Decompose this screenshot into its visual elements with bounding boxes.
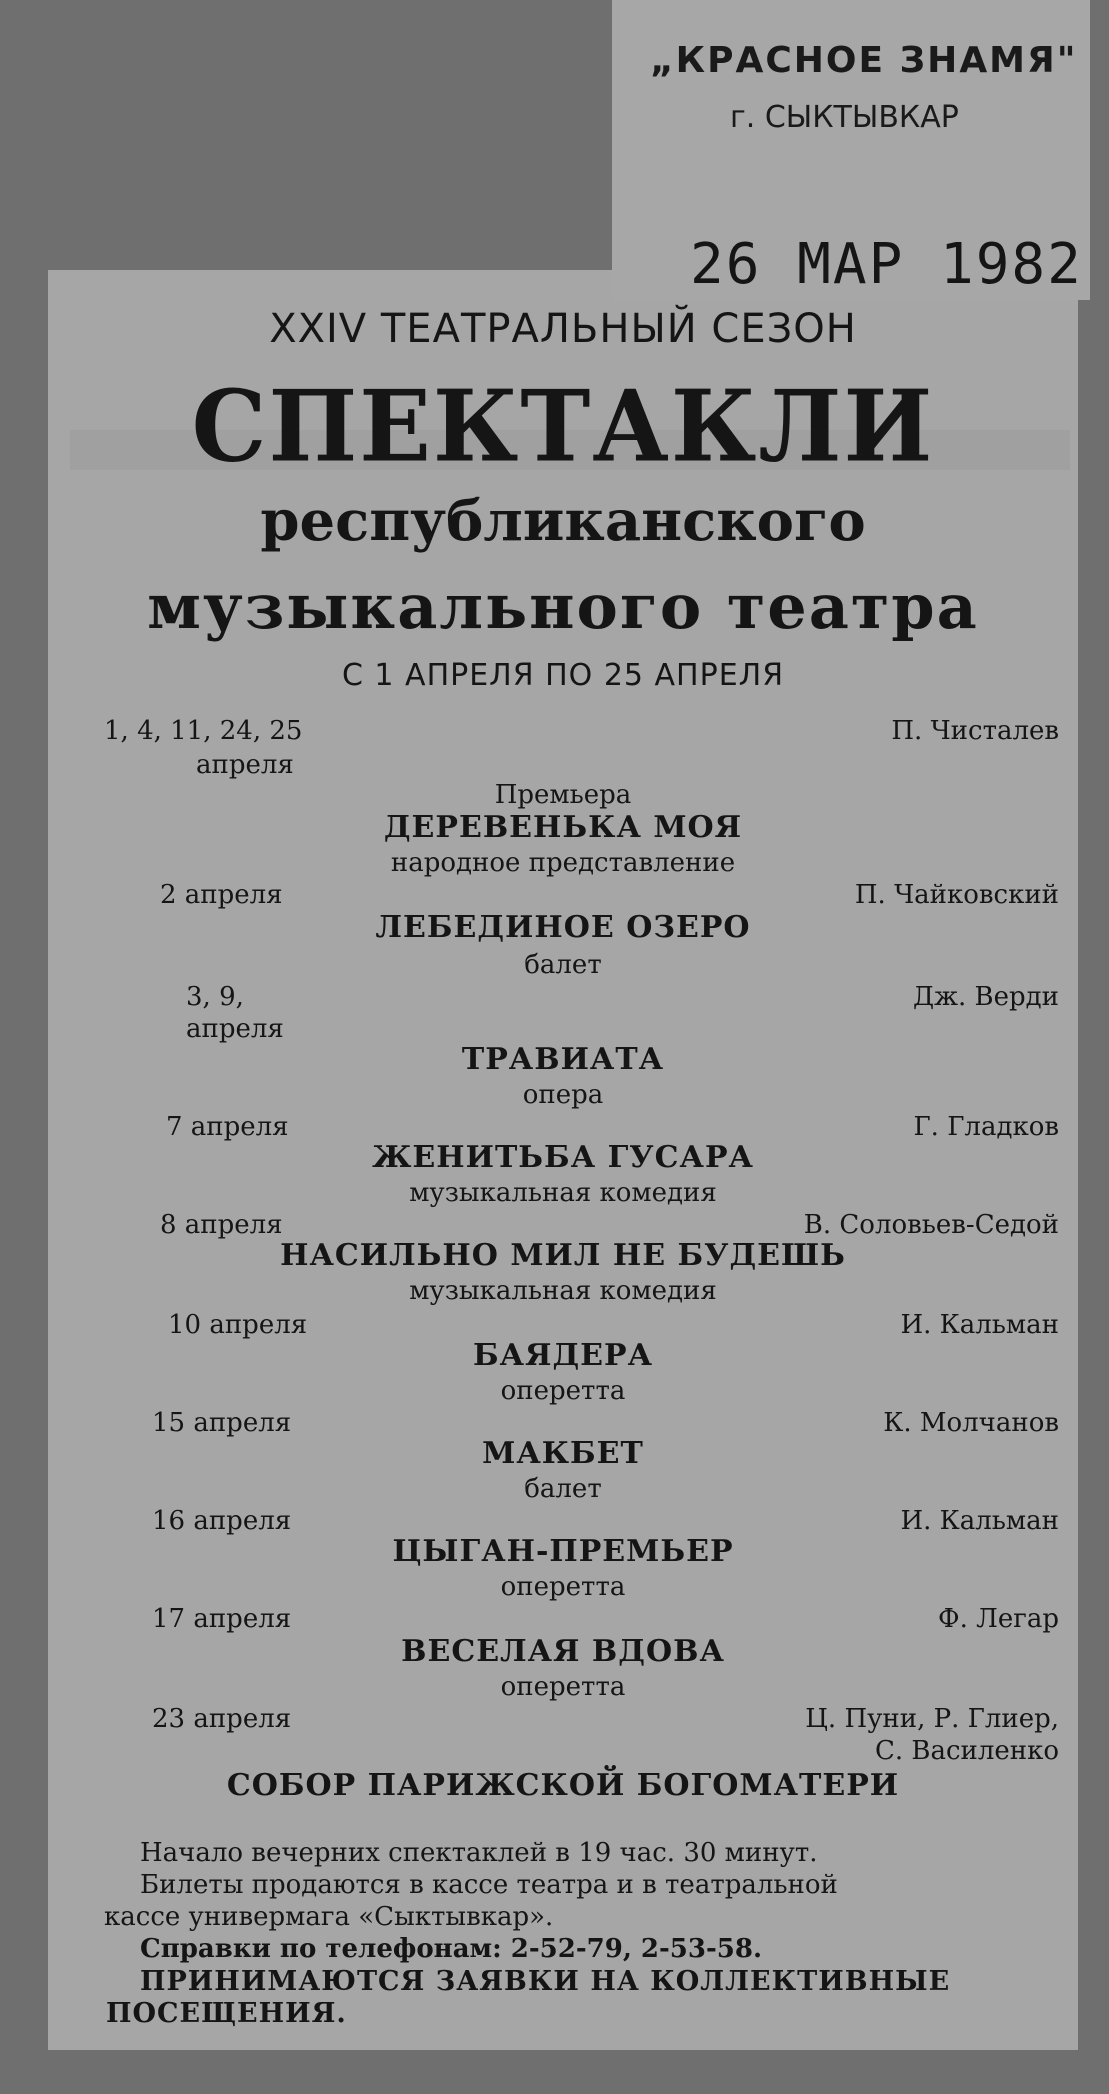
- main-title: СПЕКТАКЛИ: [191, 369, 935, 485]
- phones-note: Справки по телефонам: 2-52-79, 2-53-58.: [140, 1934, 763, 1964]
- show-author: П. Чисталев: [891, 716, 1059, 746]
- show-date: 2 апреля: [160, 880, 283, 910]
- show-author: П. Чайковский: [854, 880, 1059, 910]
- show-title: ЖЕНИТЬБА ГУСАРА: [372, 1140, 754, 1175]
- show-title: ТРАВИАТА: [461, 1042, 665, 1077]
- show-date-month: апреля: [186, 1014, 284, 1044]
- group-visits-note-line2: ПОСЕЩЕНИЯ.: [106, 1998, 347, 2029]
- season-heading: XXIV ТЕАТРАЛЬНЫЙ СЕЗОН: [269, 306, 857, 352]
- show-title: МАКБЕТ: [482, 1436, 644, 1471]
- show-date: 15 апреля: [152, 1408, 292, 1438]
- show-author-line2: С. Василенко: [874, 1736, 1059, 1766]
- tickets-note: Билеты продаются в кассе театра и в театральной: [140, 1870, 838, 1900]
- show-title: ДЕРЕВЕНЬКА МОЯ: [383, 810, 743, 845]
- show-author: И. Кальман: [900, 1506, 1059, 1536]
- start-time-note: Начало вечерних спектаклей в 19 час. 30 минут.: [140, 1838, 818, 1868]
- show-author: Ц. Пуни, Р. Глиер,: [805, 1704, 1059, 1734]
- show-date-month: апреля: [196, 750, 294, 780]
- show-date: 17 апреля: [152, 1604, 292, 1634]
- show-author: В. Соловьев-Седой: [803, 1210, 1059, 1240]
- show-date: 1, 4, 11, 24, 25: [104, 716, 303, 746]
- show-author: Дж. Верди: [912, 982, 1059, 1012]
- show-genre: музыкальная комедия: [409, 1276, 717, 1306]
- period-heading: С 1 АПРЕЛЯ ПО 25 АПРЕЛЯ: [341, 658, 785, 693]
- stamp-date: 26 МАР 1982: [690, 232, 1083, 297]
- show-author: К. Молчанов: [883, 1408, 1059, 1438]
- show-author: Ф. Легар: [938, 1604, 1059, 1634]
- subtitle-republican: республиканского: [260, 488, 866, 554]
- show-date: 8 апреля: [160, 1210, 283, 1240]
- show-date: 3, 9,: [186, 982, 244, 1012]
- show-author: Г. Гладков: [913, 1112, 1059, 1142]
- show-genre: балет: [524, 1474, 602, 1504]
- show-genre: оперетта: [500, 1572, 626, 1602]
- group-visits-note: ПРИНИМАЮТСЯ ЗАЯВКИ НА КОЛЛЕКТИВНЫЕ: [140, 1966, 951, 1997]
- show-title: ЦЫГАН-ПРЕМЬЕР: [392, 1534, 734, 1569]
- subtitle-theatre: музыкального театра: [147, 570, 979, 643]
- show-genre: оперетта: [500, 1672, 626, 1702]
- show-date: 10 апреля: [168, 1310, 308, 1340]
- show-genre: балет: [524, 950, 602, 980]
- show-title: НАСИЛЬНО МИЛ НЕ БУДЕШЬ: [280, 1238, 846, 1273]
- show-genre: оперетта: [500, 1376, 626, 1406]
- show-date: 23 апреля: [152, 1704, 292, 1734]
- stamp-newspaper-name: „КРАСНОЕ ЗНАМЯ": [650, 40, 1078, 81]
- show-genre: народное представление: [390, 848, 736, 878]
- show-title: СОБОР ПАРИЖСКОЙ БОГОМАТЕРИ: [226, 1768, 900, 1803]
- tickets-note-line2: кассе универмага «Сыктывкар».: [104, 1902, 554, 1932]
- show-date: 7 апреля: [166, 1112, 289, 1142]
- show-author: И. Кальман: [900, 1310, 1059, 1340]
- stamp-city: г. СЫКТЫВКАР: [730, 100, 959, 135]
- show-genre: музыкальная комедия: [409, 1178, 717, 1208]
- show-title: ВЕСЕЛАЯ ВДОВА: [401, 1634, 725, 1669]
- show-date: 16 апреля: [152, 1506, 292, 1536]
- show-title: БАЯДЕРА: [472, 1338, 654, 1373]
- show-genre: опера: [522, 1080, 604, 1110]
- premiere-note: Премьера: [494, 780, 632, 810]
- show-title: ЛЕБЕДИНОЕ ОЗЕРО: [375, 910, 751, 945]
